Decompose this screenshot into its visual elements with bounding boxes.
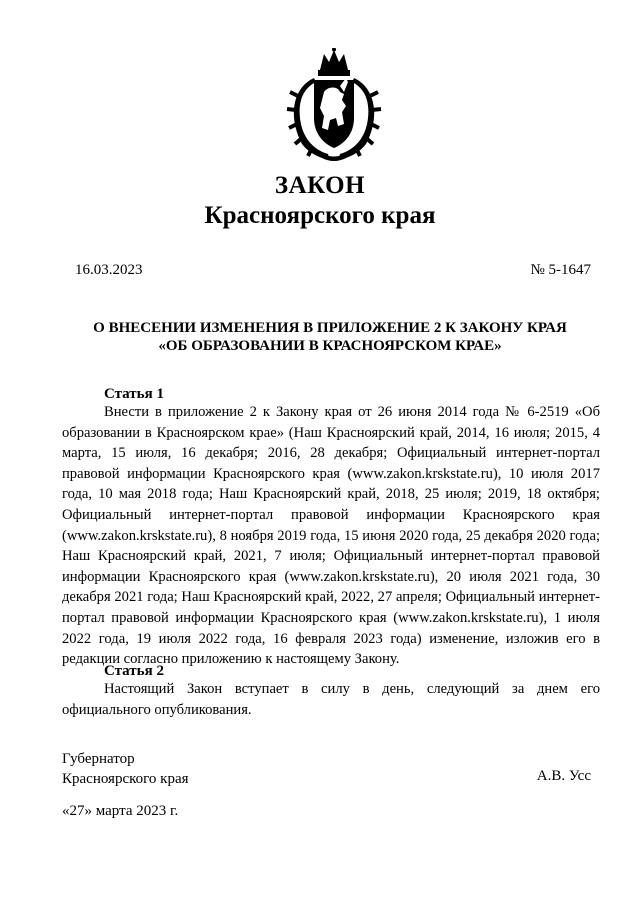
- document-date: 16.03.2023: [75, 262, 143, 278]
- article-1-title: Статья 1: [104, 386, 164, 402]
- law-heading-line-2: «ОБ ОБРАЗОВАНИИ В КРАСНОЯРСКОМ КРАЕ»: [158, 338, 502, 354]
- document-subtitle: Красноярского края: [204, 202, 436, 229]
- article-2-title: Статья 2: [104, 663, 164, 679]
- article-1-text: Внести в приложение 2 к Закону края от 26 июня 2014 года № 6-2519 «Об образовании в Красноярском крае» (Наш Красноярский край, 2014, 16 июля; 2015, 4 марта, 15 июля, 16 декабря; 2016, 28 декабря; Официальный интернет-портал правовой информации Красноярского края (www.zakon.krskstate.ru), 10 июля 2017 года, 10 мая 2018 года; Наш Красноярский край, 2018, 25 июля; 2019, 18 октября; Официальный интернет-портал правовой информации Красноярского края (www.zakon.krskstate.ru), 8 ноября 2019 года, 15 июня 2020 года, 25 декабря 2020 года; Наш Красноярский край, 2021, 7 июля; Официальный интернет-портал правовой информации Красноярского края (www.zakon.krskstate.ru), 20 июля 2021 года, 30 декабря 2021 года; Наш Красноярский край, 2022, 27 апреля; Официальный интернет-портал правовой информации Красноярского края (www.zakon.krskstate.ru), 1 июля 2022 года, 19 июля 2022 года, 16 февраля 2023 года) изменение, изложив его в редакции согласно приложению к настоящему Закону.: [62, 404, 600, 668]
- governor-position-line-2: Красноярского края: [62, 771, 189, 787]
- coat-of-arms-icon: [284, 48, 384, 168]
- governor-name: А.В. Усс: [536, 768, 591, 784]
- article-2-text: Настоящий Закон вступает в силу в день, следующий за днем его официального опубликования.: [62, 681, 600, 718]
- law-heading: [60, 319, 600, 355]
- governor-position: [62, 749, 189, 789]
- law-heading-line-1: О ВНЕСЕНИИ ИЗМЕНЕНИЯ В ПРИЛОЖЕНИЕ 2 К ЗАКОНУ КРАЯ: [93, 320, 567, 336]
- document-number: № 5-1647: [530, 262, 591, 278]
- governor-position-line-1: Губернатор: [62, 751, 135, 767]
- signature-date: «27» марта 2023 г.: [62, 803, 179, 819]
- document-title: ЗАКОН: [274, 172, 366, 199]
